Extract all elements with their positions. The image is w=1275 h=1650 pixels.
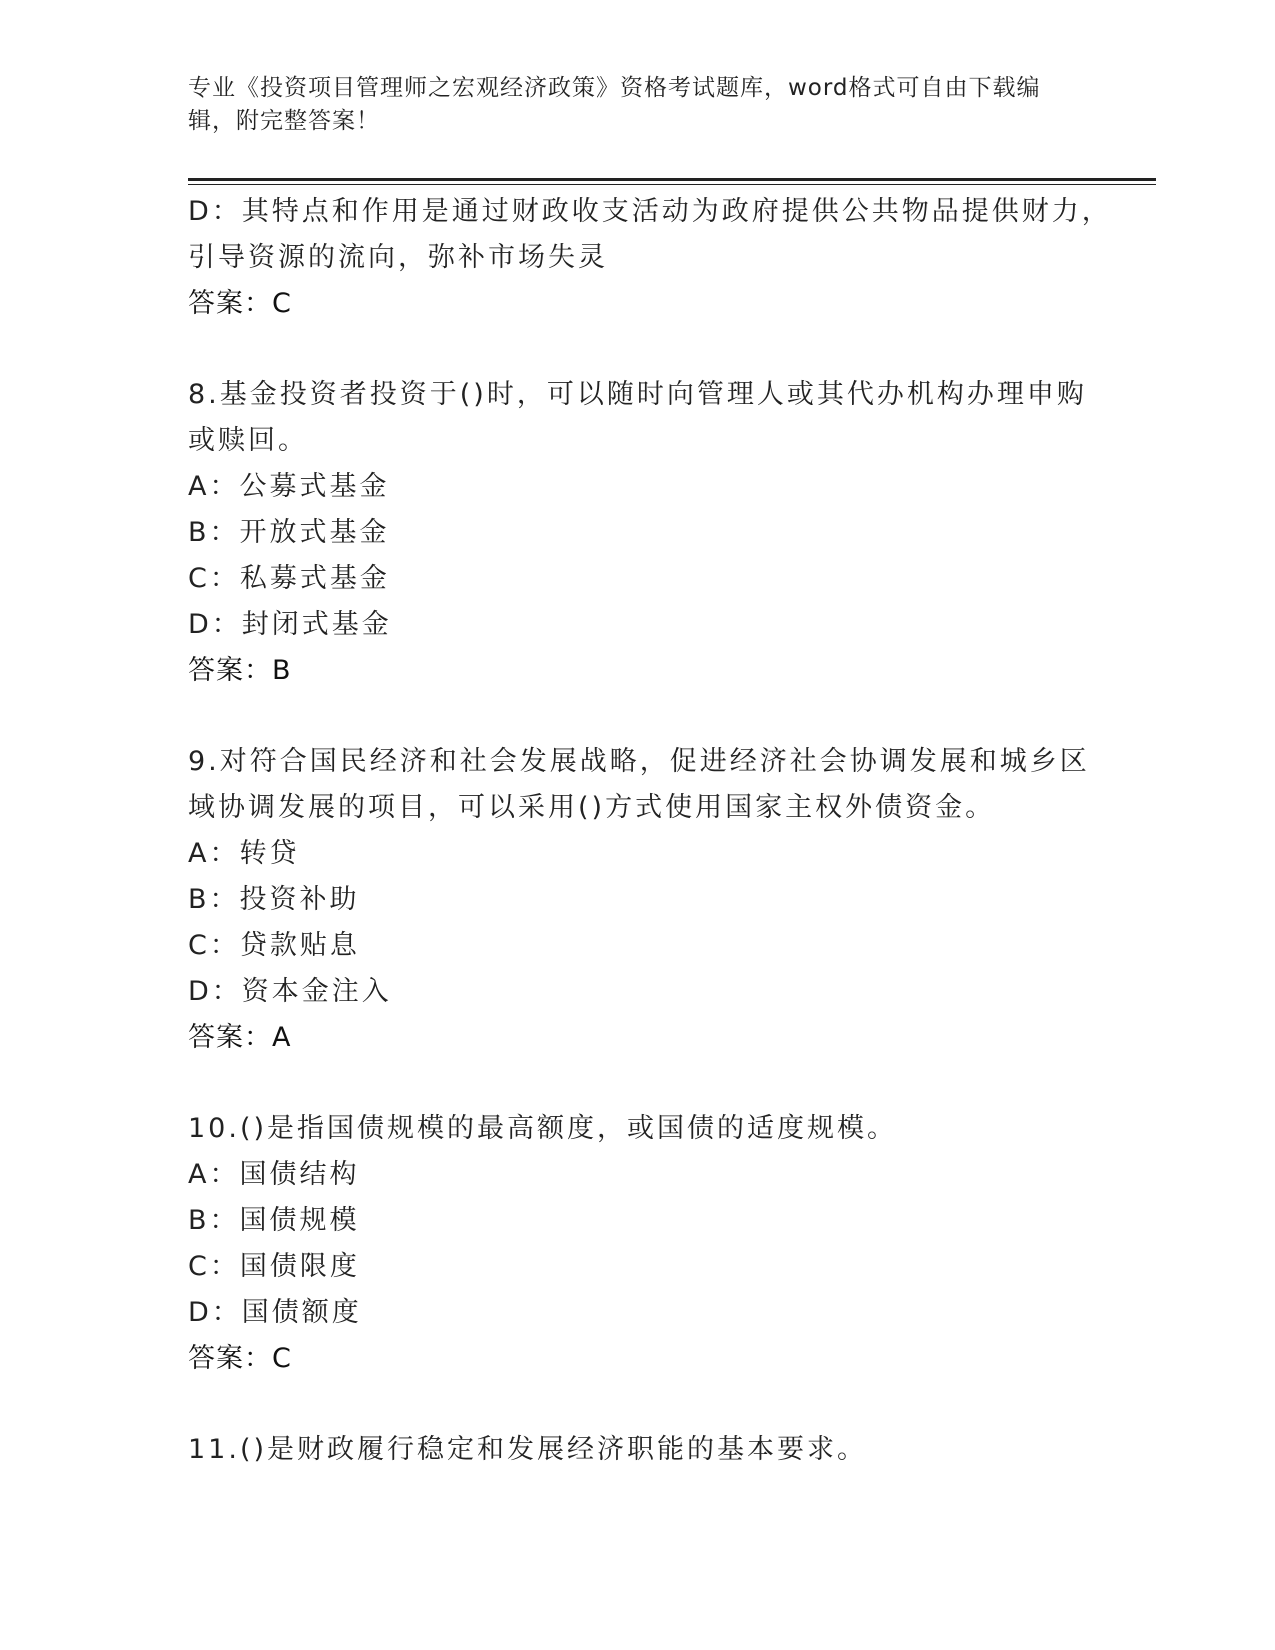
spacer	[188, 1061, 1068, 1106]
question-stem: 9.对符合国民经济和社会发展战略，促进经济社会协调发展和城乡区	[188, 746, 1090, 777]
answer-line: 答案：C	[188, 288, 292, 319]
question-list	[188, 189, 1112, 1473]
option-c: C：国债限度	[188, 1251, 360, 1282]
question-stem-continued: 或赎回。	[188, 425, 308, 456]
option-c: C：贷款贴息	[188, 930, 360, 961]
question-10	[188, 1106, 1068, 1382]
header-rule-thick	[188, 178, 1156, 181]
option-c: C：私募式基金	[188, 563, 390, 594]
header-line-2: 辑，附完整答案！	[188, 108, 380, 134]
answer-line: 答案：B	[188, 655, 292, 686]
option-d: D：其特点和作用是通过财政收支活动为政府提供公共物品提供财力，	[188, 196, 1112, 227]
option-b: B：开放式基金	[188, 517, 390, 548]
question-stem: 8.基金投资者投资于()时，可以随时向管理人或其代办机构办理申购	[188, 379, 1087, 410]
option-a: A：转贷	[188, 838, 300, 869]
question-11	[188, 1427, 1068, 1473]
spacer	[188, 694, 1068, 739]
spacer	[188, 327, 1068, 372]
question-8	[188, 372, 1087, 694]
option-d: D：封闭式基金	[188, 609, 392, 640]
option-b: B：投资补助	[188, 884, 360, 915]
header-line-1: 专业《投资项目管理师之宏观经济政策》资格考试题库，word格式可自由下载编	[188, 75, 1041, 101]
spacer	[188, 1382, 1068, 1427]
option-d: D：资本金注入	[188, 976, 392, 1007]
option-a: A：公募式基金	[188, 471, 390, 502]
document-header	[188, 72, 1068, 138]
answer-line: 答案：C	[188, 1343, 292, 1374]
option-d: D：国债额度	[188, 1297, 362, 1328]
option-b: B：国债规模	[188, 1205, 360, 1236]
question-stem-continued: 域协调发展的项目，可以采用()方式使用国家主权外债资金。	[188, 792, 996, 823]
question-stem: 10.()是指国债规模的最高额度，或国债的适度规模。	[188, 1113, 898, 1144]
question-9	[188, 739, 1090, 1061]
question-stem: 11.()是财政履行稳定和发展经济职能的基本要求。	[188, 1434, 868, 1465]
header-rule-thin	[188, 184, 1156, 185]
question-7-tail	[188, 189, 1112, 327]
option-d-continued: 引导资源的流向，弥补市场失灵	[188, 242, 608, 273]
option-a: A：国债结构	[188, 1159, 360, 1190]
answer-line: 答案：A	[188, 1022, 292, 1053]
